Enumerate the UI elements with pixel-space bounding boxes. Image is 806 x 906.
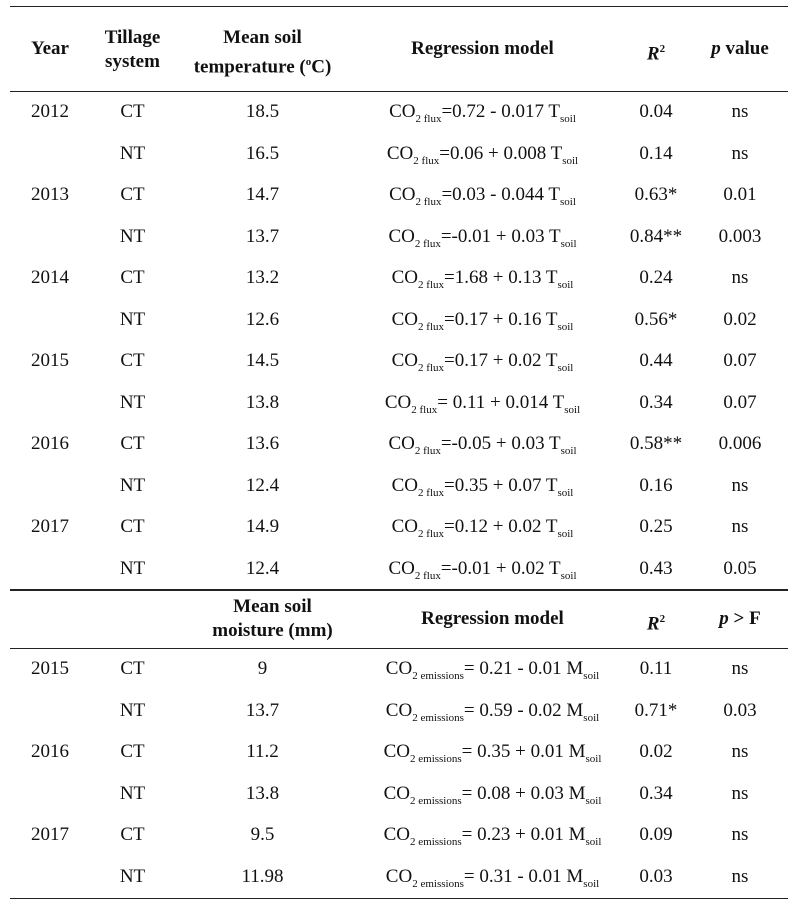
tillage-text: CT [120,658,145,679]
p-text: ns [731,865,749,887]
cell-year [15,101,85,123]
r2-text: 0.58** [629,433,683,454]
model-equation: =-0.05 + 0.03 T [440,433,561,454]
r2-text: 0.71* [634,699,678,721]
model-subscript-soil: soil [583,877,600,890]
regression-table [10,0,788,906]
header-mean-soil-temperature [180,26,345,79]
model-subscript-co2: 2 emissions [410,752,462,765]
cell-mean-value [180,226,345,248]
tillage-text: NT [119,474,146,496]
year-text: 2015 [31,350,69,371]
model-equation: = 0.08 + 0.03 M [461,782,586,804]
cell-tillage [85,309,180,331]
tillage-text: CT [120,184,145,205]
model-subscript-soil: soil [583,711,600,724]
cell-year [15,658,85,680]
header-r2 [620,38,692,65]
cell-year [15,824,85,846]
model-co: CO [388,433,415,454]
mean-value-text: 16.5 [245,142,280,164]
p-text: ns [731,741,749,762]
header2-pf-rest: > F [728,608,761,629]
header-temp-line1: Mean soil [223,27,302,48]
cell-p [692,433,788,455]
tillage-text: NT [119,865,146,887]
p-text: ns [731,474,749,496]
model-subscript-co2: 2 emissions [412,669,464,682]
model-subscript-co2: 2 flux [414,237,441,250]
model-co: CO [388,557,415,579]
model-co: CO [391,516,419,537]
cell-tillage [85,558,180,580]
cell-regression-model [345,392,620,421]
bottom-rule [10,898,788,899]
cell-tillage [85,101,180,123]
model-subscript-soil: soil [562,154,579,167]
year-text: 2017 [31,516,69,537]
cell-r2 [620,824,692,846]
cell-regression-model [355,783,630,812]
cell-regression-model [345,143,620,172]
p-text: ns [731,267,749,288]
cell-p [692,741,788,763]
cell-regression-model [355,700,630,729]
p-text: ns [731,142,749,164]
p-text: 0.05 [723,557,757,579]
cell-r2 [620,658,692,680]
cell-tillage [85,866,180,888]
cell-p [692,226,788,248]
year-text: 2016 [31,433,69,454]
r2-text: 0.84** [629,225,683,247]
cell-r2 [620,433,692,455]
model-equation: =0.35 + 0.07 T [444,474,558,496]
header-temp-line2-pre: temperature ( [193,56,306,78]
cell-p [692,475,788,497]
cell-tillage [85,392,180,414]
cell-r2 [620,741,692,763]
cell-regression-model [345,475,620,504]
model-subscript-co2: 2 flux [414,569,441,582]
p-text: ns [731,824,749,845]
model-subscript-soil: soil [585,835,602,848]
model-subscript-co2: 2 flux [415,112,442,125]
model-subscript-co2: 2 flux [411,403,438,416]
header2-p-gt-f [692,608,788,630]
model-co: CO [391,308,419,330]
cell-regression-model [355,658,630,687]
p-text: ns [731,516,749,537]
cell-year [15,350,85,372]
model-subscript-soil: soil [560,195,576,208]
p-text: ns [731,658,749,679]
cell-tillage [85,516,180,538]
model-subscript-co2: 2 flux [418,361,445,374]
cell-tillage [85,741,180,763]
cell-mean-value [180,558,345,580]
cell-p [692,267,788,289]
model-equation: =0.72 - 0.017 T [441,101,561,122]
mean-value-text: 12.4 [245,557,280,579]
model-equation: =0.06 + 0.008 T [439,142,563,164]
p-text: ns [731,782,749,804]
r2-text: 0.16 [639,474,673,496]
cell-p [692,824,788,846]
model-co: CO [385,699,413,721]
tillage-text: CT [120,516,145,537]
mean-value-text: 12.6 [245,308,280,330]
p-text: 0.003 [718,225,762,247]
tillage-text: CT [120,741,145,762]
cell-mean-value [180,866,345,888]
cell-regression-model [345,309,620,338]
header2-r2-letter: R [646,613,660,635]
model-co: CO [389,184,416,205]
header-p-value [692,38,788,60]
model-co: CO [389,101,416,122]
cell-year [15,516,85,538]
cell-tillage [85,433,180,455]
tillage-text: NT [119,699,146,721]
model-co: CO [383,824,410,845]
model-subscript-soil: soil [585,794,602,807]
model-equation: = 0.23 + 0.01 M [461,824,586,845]
tillage-text: NT [119,142,146,164]
model-subscript-co2: 2 flux [413,154,440,167]
model-subscript-soil: soil [560,112,576,125]
r2-text: 0.44 [639,350,673,371]
cell-mean-value [180,267,345,289]
p-text: ns [731,101,749,122]
p-text: 0.02 [723,308,757,330]
cell-regression-model [345,101,620,130]
cell-regression-model [345,558,620,587]
tillage-text: CT [120,824,145,845]
cell-r2 [620,516,692,538]
cell-tillage [85,824,180,846]
cell-regression-model [355,741,630,770]
model-co: CO [388,225,415,247]
cell-p [692,516,788,538]
model-co: CO [385,865,413,887]
header-r2-sup: 2 [659,43,666,55]
model-subscript-co2: 2 emissions [410,794,462,807]
cell-year [15,267,85,289]
cell-regression-model [345,433,620,462]
cell-tillage [85,184,180,206]
cell-year [15,184,85,206]
cell-r2 [620,226,692,248]
cell-p [692,392,788,414]
cell-mean-value [180,309,345,331]
tillage-text: CT [120,101,145,122]
header-rule [10,91,788,92]
cell-regression-model [355,866,630,895]
header-mean-soil-moisture [180,595,365,643]
header-moist-line1: Mean soil [233,596,312,617]
year-text: 2013 [31,184,69,205]
mean-value-text: 9 [257,658,268,679]
model-equation: = 0.11 + 0.014 T [437,391,565,413]
header-year: Year [31,38,69,59]
header-tillage [85,26,180,74]
cell-mean-value [180,824,345,846]
model-equation: =0.12 + 0.02 T [444,516,558,537]
cell-p [692,184,788,206]
r2-text: 0.14 [639,142,673,164]
model-subscript-soil: soil [560,569,577,582]
header2-regression-model: Regression model [421,608,564,629]
p-text: 0.006 [718,433,762,454]
top-rule [10,6,788,7]
model-equation: = 0.21 - 0.01 M [463,658,584,679]
model-subscript-co2: 2 flux [418,320,445,333]
tillage-text: NT [119,308,146,330]
mean-value-text: 13.6 [245,433,280,454]
cell-mean-value [180,741,345,763]
model-subscript-co2: 2 flux [414,444,441,457]
cell-r2 [620,101,692,123]
model-subscript-soil: soil [557,527,574,540]
model-subscript-soil: soil [557,278,574,291]
model-subscript-soil: soil [557,361,574,374]
cell-mean-value [180,184,345,206]
cell-r2 [620,866,692,888]
header2-rule [10,648,788,649]
model-subscript-soil: soil [583,669,600,682]
model-equation: =0.17 + 0.16 T [444,308,558,330]
r2-text: 0.09 [639,824,673,845]
cell-p [692,700,788,722]
r2-text: 0.63* [634,184,678,205]
model-subscript-co2: 2 flux [418,278,445,291]
model-subscript-co2: 2 flux [418,527,445,540]
cell-r2 [620,558,692,580]
cell-r2 [620,184,692,206]
cell-mean-value [180,783,345,805]
p-text: 0.07 [723,391,757,413]
year-text: 2017 [31,824,69,845]
model-co: CO [391,350,419,371]
model-equation: = 0.59 - 0.02 M [463,699,584,721]
cell-tillage [85,226,180,248]
cell-p [692,783,788,805]
cell-p [692,350,788,372]
mean-value-text: 13.7 [245,225,280,247]
model-co: CO [386,142,414,164]
cell-r2 [620,783,692,805]
r2-text: 0.43 [639,557,673,579]
cell-mean-value [180,475,345,497]
model-subscript-soil: soil [564,403,581,416]
model-co: CO [391,474,419,496]
cell-p [692,143,788,165]
header-r2-letter: R [646,43,660,65]
mean-value-text: 12.4 [245,474,280,496]
cell-r2 [620,350,692,372]
mean-value-text: 13.8 [245,391,280,413]
section-rule [10,589,788,591]
mean-value-text: 11.2 [246,741,279,762]
cell-p [692,101,788,123]
cell-p [692,309,788,331]
cell-regression-model [345,267,620,296]
header2-r2 [620,608,692,635]
cell-r2 [620,475,692,497]
tillage-text: CT [120,267,145,288]
model-co: CO [391,267,419,288]
model-equation: =1.68 + 0.13 T [444,267,558,288]
cell-mean-value [180,700,345,722]
cell-regression-model [355,824,630,853]
mean-value-text: 13.8 [245,782,280,804]
r2-text: 0.25 [639,516,673,537]
cell-regression-model [345,350,620,379]
model-co: CO [385,658,413,679]
model-equation: = 0.35 + 0.01 M [461,741,586,762]
cell-regression-model [345,516,620,545]
model-co: CO [384,391,412,413]
cell-r2 [620,267,692,289]
model-subscript-soil: soil [560,237,577,250]
tillage-text: NT [119,782,146,804]
header-tillage-line1: Tillage [104,27,161,48]
cell-tillage [85,700,180,722]
cell-regression-model [345,184,620,213]
r2-text: 0.34 [639,391,673,413]
cell-mean-value [180,350,345,372]
tillage-text: NT [119,557,146,579]
tillage-text: CT [120,433,145,454]
cell-mean-value [180,658,345,680]
header-tillage-line2: system [105,51,160,72]
model-subscript-co2: 2 flux [418,486,445,499]
r2-text: 0.56* [634,308,678,330]
cell-tillage [85,143,180,165]
year-text: 2016 [31,741,69,762]
cell-year [15,741,85,763]
tillage-text: CT [120,350,145,371]
cell-p [692,866,788,888]
cell-mean-value [180,101,345,123]
mean-value-text: 13.2 [245,267,280,288]
year-text: 2012 [31,101,69,122]
model-subscript-soil: soil [557,320,574,333]
header-temp-degree: o [305,56,312,68]
model-co: CO [383,741,410,762]
r2-text: 0.24 [639,267,673,288]
year-text: 2014 [31,267,69,288]
model-equation: =0.03 - 0.044 T [441,184,561,205]
p-text: 0.07 [723,350,757,371]
model-equation: =0.17 + 0.02 T [444,350,558,371]
model-equation: =-0.01 + 0.02 T [440,557,561,579]
model-subscript-co2: 2 flux [415,195,442,208]
cell-tillage [85,783,180,805]
cell-year [15,433,85,455]
year-text: 2015 [31,658,69,679]
p-text: 0.01 [723,184,757,205]
header-temp-line2-post: C) [311,56,332,78]
cell-tillage [85,475,180,497]
r2-text: 0.04 [639,101,673,122]
cell-tillage [85,267,180,289]
r2-text: 0.02 [639,741,673,762]
header2-r2-sup: 2 [659,613,666,625]
cell-regression-model [345,226,620,255]
mean-value-text: 14.7 [245,184,280,205]
cell-r2 [620,700,692,722]
cell-r2 [620,392,692,414]
mean-value-text: 18.5 [245,101,280,122]
model-subscript-co2: 2 emissions [412,877,464,890]
model-subscript-co2: 2 emissions [412,711,464,724]
cell-mean-value [180,433,345,455]
mean-value-text: 13.7 [245,699,280,721]
cell-tillage [85,658,180,680]
cell-mean-value [180,143,345,165]
mean-value-text: 11.98 [241,865,284,887]
cell-mean-value [180,516,345,538]
r2-text: 0.03 [639,865,673,887]
cell-r2 [620,143,692,165]
header-p-letter: p [711,38,721,59]
cell-r2 [620,309,692,331]
cell-mean-value [180,392,345,414]
cell-tillage [85,350,180,372]
mean-value-text: 14.5 [245,350,280,371]
tillage-text: NT [119,225,146,247]
cell-p [692,558,788,580]
model-subscript-soil: soil [585,752,602,765]
header-regression-model: Regression model [411,38,554,59]
model-subscript-soil: soil [560,444,577,457]
model-equation: = 0.31 - 0.01 M [463,865,584,887]
model-subscript-co2: 2 emissions [410,835,462,848]
model-subscript-soil: soil [557,486,574,499]
tillage-text: NT [119,391,146,413]
model-co: CO [383,782,410,804]
mean-value-text: 14.9 [245,516,280,537]
r2-text: 0.34 [639,782,673,804]
header2-p-letter: p [719,608,729,629]
header-moist-line2: moisture (mm) [212,620,333,641]
p-text: 0.03 [723,699,757,721]
cell-p [692,658,788,680]
mean-value-text: 9.5 [250,824,275,845]
model-equation: =-0.01 + 0.03 T [440,225,561,247]
header-p-word: value [720,38,769,59]
r2-text: 0.11 [639,658,673,679]
